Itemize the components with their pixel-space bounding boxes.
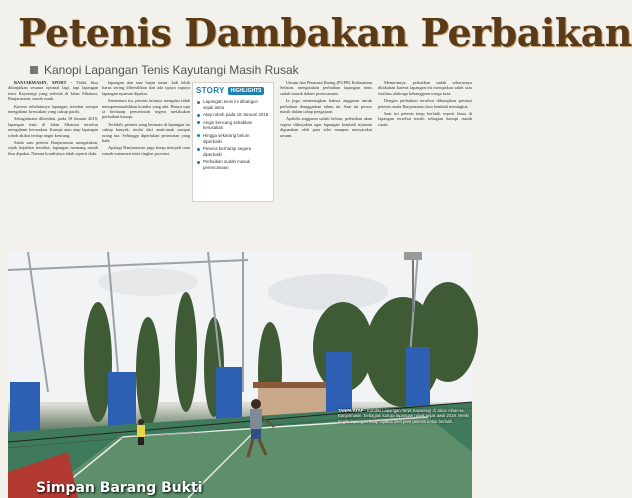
paragraph [8,80,98,102]
paragraph [378,111,472,127]
paragraph [102,122,190,144]
paragraph-text: Ia juga menerangkan bahwa anggaran untuk perbaikan dianggarkan tahun ini. Saat ini proses masih dalam tahap pengajuan. [280,98,372,115]
paragraph [102,145,190,156]
headline: Petenis Dambakan Perbaikan [18,10,632,55]
paragraph-text: Sementara itu, petenis lainnya mengaku tidak mempermasalahkan kondisi yang ada. Hanya saja ia berharap pemerintah segera melakukan perbaikan kanopi. [102,98,190,120]
next-article-headline: Simpan Barang Bukti [36,480,203,496]
square-bullet-icon [30,66,38,74]
highlight-item: Atap roboh pada 18 Januari 2018 [197,112,269,118]
paragraph-text: Saat ini petenis tetap berlatih seperti biasa di lapangan tersebut meski sebagian kanopi masih rusak. [378,111,472,127]
paragraph [8,140,98,156]
highlight-item: Perbaikan sudah masuk perencanaan [197,159,269,170]
paragraph [280,116,372,138]
paragraph-text: - Tidak bisa dilanjutkan sesama optimal lagi, tapi lapangan tenis Kayutangi yang terletak di Jalan Alhamra, Banjarmasin, masih rusak. [8,80,98,102]
paragraph-text: Dengan perbaikan tersebut diharapkan prestasi petenis muda Banjarmasin bisa kembali meningkat. [378,98,472,109]
article-column-3 [280,80,372,255]
story-highlights-header [193,83,273,97]
paragraph [378,98,472,109]
subheadline [30,62,450,78]
paragraph-text: Apalagi Banjarmasin juga kerap menjadi tuan rumah turnamen tenis tingkat provinsi. [102,145,190,156]
paragraph-text: lapangan dan saat hujan turun. Jadi lebih harus sering dibersihkan dan ada upaya supaya lapangan nyaman dipakai. [102,80,190,96]
paragraph [280,80,372,96]
dateline: BANJARMASIN, SPORT [14,80,67,85]
paragraph-text: Menurutnya, perbaikan sudah seharusnya dilakukan karena lapangan ini merupakan salah satu fasilitas olahraga kebanggaan warga kota. [378,80,472,96]
article-column-2 [102,80,190,255]
article-column-4 [378,80,472,255]
caption-text: - Kondisi Lapangan Tenis Kayutangi di Jalan Alhamra, Banjarmasin. Sebagian kanopi lapangan rusak sejak awal 2018. Meski begitu lapangan tetap dipakai oleh para petenis untuk berlatih. [338,408,470,424]
paragraph-text: Karena sebelumnya lapangan tersebut sempat mengalami kerusakan yang cukup parah. [8,103,98,115]
article-column-1 [8,80,98,255]
paragraph-text: Sebagaimana diketahui, pada 18 Januari 2018, lapangan tenis di Jalan Alhamra tersebut mengalami kerusakan. Kanopi atau atap lapangan roboh akibat tertiup angin kencang. [8,116,98,138]
paragraph-text: Umum dan Penataan Ruang (PUPR) Kalimantan Selatan, mengatakan perbaikan lapangan tenis sudah masuk dalam perencanaan. [280,80,372,96]
highlights-tag: HIGHLIGHTS [228,87,265,95]
story-highlights-list [193,97,273,175]
paragraph [102,80,190,96]
paragraph [8,104,98,115]
paragraph [102,98,190,120]
subheadline-text: Kanopi Lapangan Tenis Kayutangi Masih Rusak [44,63,299,77]
highlight-item: Angin kencang sebabkan kerusakan [197,120,269,131]
photo-caption [338,408,472,464]
paragraph-text: Terlebih, petenis yang bermain di lapangan ini cukup banyak, mulai dari anak-anak sampai orang tua. Sehingga diperlukan perawatan yang baik. [102,121,190,144]
highlight-item: Hingga sekarang belum diperbaiki [197,133,269,144]
paragraph-text: Apabila anggaran sudah keluar, perbaikan akan segera dikerjakan agar lapangan kembali nyaman digunakan oleh para atlet maupun masyarakat umum. [280,116,372,138]
highlight-item: Lapangan tenis ini dibangun sejak lama [197,99,269,110]
story-label: STORY [196,86,225,95]
paragraph [8,116,98,138]
paragraph-text: Salah satu petenis Banjarmasin mengatakan, sejak kejadian tersebut, lapangan memang masih bisa dipakai. Namun kondisinya tidak seperti dulu. [8,140,98,156]
paragraph [280,98,372,114]
story-highlights-box [192,82,274,202]
caption-lead: TANPA ATAP [338,408,364,413]
highlight-item: Petenis berharap segera diperbaiki [197,146,269,157]
paragraph [378,80,472,96]
